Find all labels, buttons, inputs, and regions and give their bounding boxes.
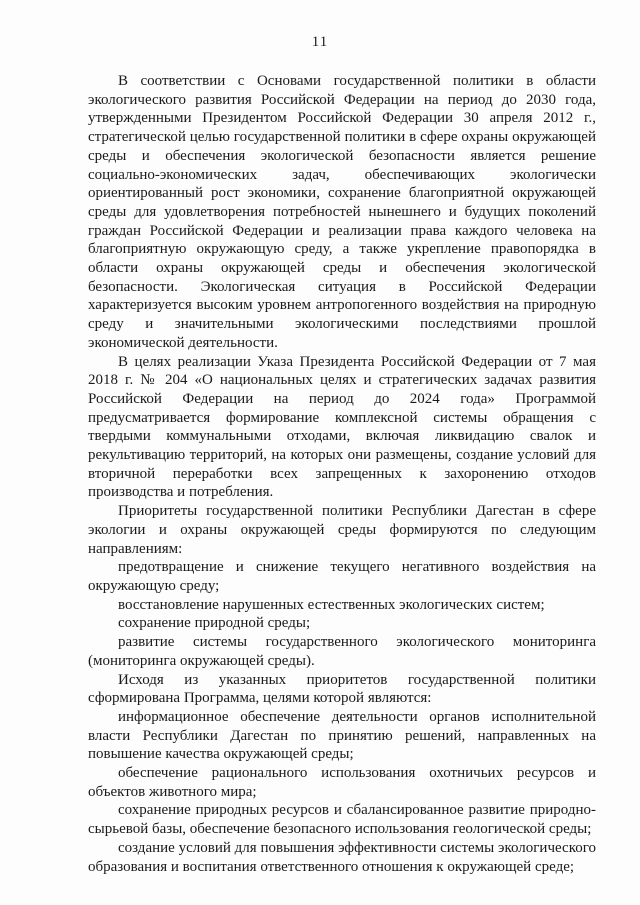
list-item-goal: информационное обеспечение деятельности органов исполнительной власти Республики Дагестан по принятию решений, направленных на повышение качества окружающей среды; [88, 708, 596, 763]
paragraph-ecological-policy: В соответствии с Основами государственной политики в области экологического развития Российской Федерации на период до 2030 года, утвержденными Президентом Российской Федерации 30 апреля 2012 г., стратегической целью государственной политики в сфере охраны окружающей среды и обеспечения экологической безопасности является решение социально-экономических задач, обеспечивающих экологически ориентированный рост экономики, сохранение благоприятной окружающей среды для удовлетворения потребностей нынешнего и будущих поколений граждан Российской Федерации и реализации права каждого человека на благоприятную окружающую среду, а также укрепление правопорядка в области охраны окружающей среды и обеспечения экологической безопасности. Экологическая ситуация в Российской Федерации характеризуется высоким уровнем антропогенного воздействия на природную среду и значительными экологическими последствиями прошлой экономической деятельности. [88, 73, 596, 351]
list-item-priority: предотвращение и снижение текущего негативного воздействия на окружающую среду; [88, 559, 596, 594]
list-item-goal: создание условий для повышения эффективности системы экологического образования и воспитания ответственного отношения к окружающей среде; [88, 839, 596, 875]
page-number: 11 [311, 34, 329, 50]
list-item-priority: восстановление нарушенных естественных экологических систем; [118, 596, 545, 613]
paragraph-presidential-decree: В целях реализации Указа Президента Российской Федерации от 7 мая 2018 г. № 204 «О национальных целях и стратегических задачах развития Российской Федерации на период до 2024 года» Программой предусматривается формирование комплексной системы обращения с твердыми коммунальными отходами, включая ликвидацию свалок и рекультивацию территорий, на которых они размещены, создание условий для вторичной переработки всех запрещенных к захоронению отходов производства и потребления. [88, 353, 596, 501]
list-item-goal: сохранение природных ресурсов и сбалансированное развитие природно-сырьевой базы, обеспечение безопасного использования геологической среды; [88, 802, 596, 838]
list-item-goal: обеспечение рационального использования охотничьих ресурсов и объектов животного мира; [88, 765, 596, 800]
list-item-priority: развитие системы государственного экологического мониторинга (мониторинга окружающей среды). [88, 634, 596, 669]
paragraph-goals-intro: Исходя из указанных приоритетов государственной политики сформирована Программа, целями которой являются: [88, 671, 596, 707]
list-item-priority: сохранение природной среды; [118, 615, 311, 632]
document-body [88, 72, 596, 876]
paragraph-priorities-intro: Приоритеты государственной политики Республики Дагестан в сфере экологии и охраны окружающей среды формируются по следующим направлениям: [88, 503, 596, 557]
